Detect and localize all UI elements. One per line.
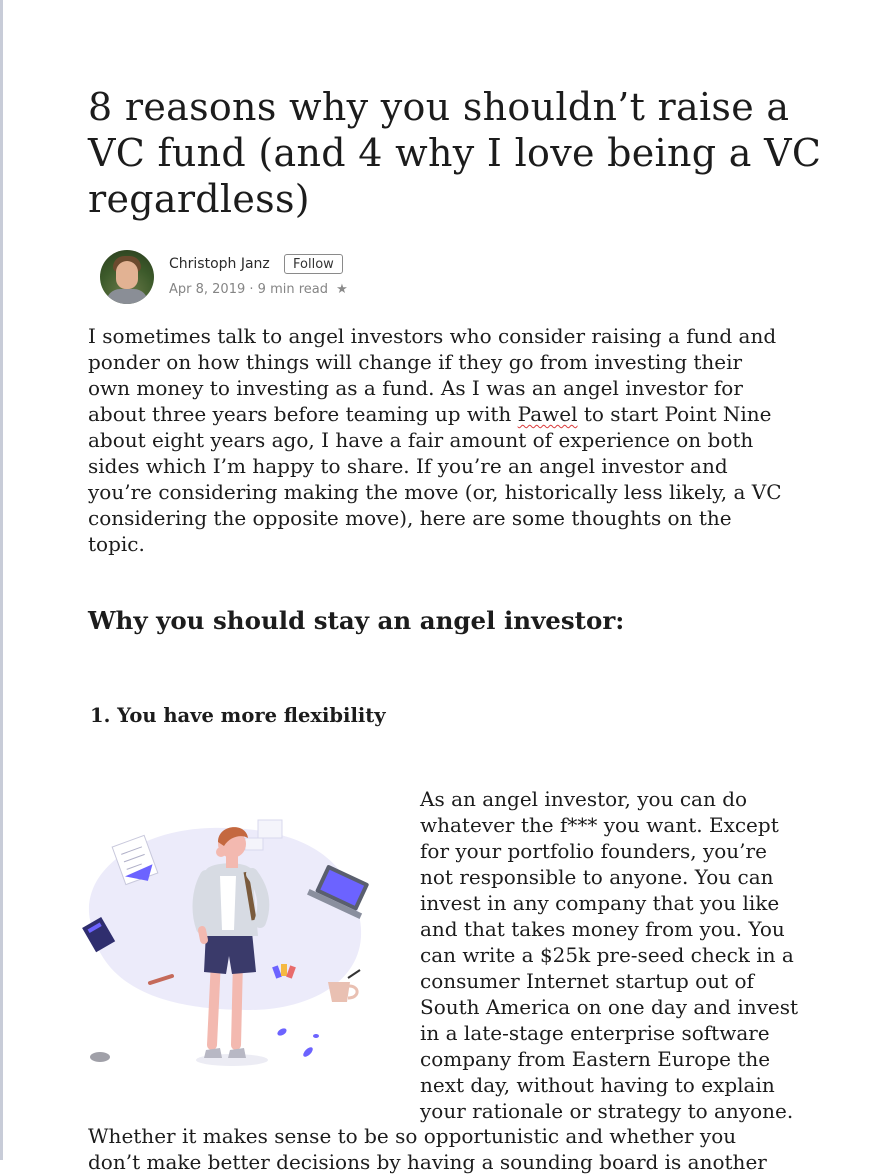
title-line: 8 reasons why you shouldn’t raise a (88, 85, 790, 129)
paragraph-line: sides which I’m happy to share. If you’re an angel investor and (88, 454, 728, 478)
text-segment: about three years before teaming up with (88, 402, 518, 426)
article-title (88, 84, 828, 222)
section-heading: Why you should stay an angel investor: (88, 606, 625, 635)
paragraph-line: next day, without having to explain (420, 1073, 775, 1097)
paragraph-line: about eight years ago, I have a fair amount of experience on both (88, 428, 754, 452)
text-segment: to start Point Nine (577, 402, 772, 426)
paragraph-line: consumer Internet startup out of (420, 969, 754, 993)
paragraph-line: in a late-stage enterprise software (420, 1021, 770, 1045)
paragraph-line: own money to investing as a fund. As I was an angel investor for (88, 376, 743, 400)
paragraph-line: for your portfolio founders, you’re (420, 839, 767, 863)
title-line: VC fund (and 4 why I love being a VC (88, 131, 822, 175)
author-avatar[interactable] (100, 250, 154, 304)
paragraph-line: don’t make better decisions by having a sounding board is another (88, 1150, 767, 1174)
subheading: 1. You have more flexibility (90, 704, 386, 727)
paragraph-line: you’re considering making the move (or, historically less likely, a VC (88, 480, 782, 504)
paragraph-line: ponder on how things will change if they go from investing their (88, 350, 743, 374)
paragraph-line: topic. (88, 532, 145, 556)
paragraph-line: your rationale or strategy to anyone. (420, 1099, 794, 1123)
follow-button[interactable]: Follow (284, 254, 343, 274)
paragraph-line: and that takes money from you. You (420, 917, 785, 941)
paragraph-line: whatever the f*** you want. Except (420, 813, 779, 837)
read-time: 9 min read (257, 282, 328, 297)
paragraph-line: company from Eastern Europe the (420, 1047, 771, 1071)
paragraph-line: As an angel investor, you can do (420, 787, 748, 811)
article-meta (169, 282, 348, 297)
author-byline (100, 250, 500, 306)
meta-separator: · (249, 282, 254, 297)
paragraph-line: South America on one day and invest (420, 995, 799, 1019)
title-line: regardless) (88, 177, 310, 221)
paragraph-line: invest in any company that you like (420, 891, 780, 915)
paragraph-line: Whether it makes sense to be so opportunistic and whether you (88, 1124, 737, 1148)
flexibility-paragraph (420, 786, 840, 1124)
publish-date: Apr 8, 2019 (169, 282, 246, 297)
misspelled-word[interactable]: Pawel (517, 402, 578, 426)
window-left-border (0, 0, 3, 1160)
paragraph-line (88, 401, 833, 427)
paragraph-line: not responsible to anyone. You can (420, 865, 774, 889)
author-name[interactable]: Christoph Janz (169, 256, 270, 272)
continuation-paragraph (88, 1123, 838, 1175)
paragraph-line: can write a $25k pre-seed check in a (420, 943, 794, 967)
star-icon[interactable]: ★ (336, 282, 348, 297)
paragraph-line: considering the opposite move), here are some thoughts on the (88, 506, 732, 530)
person-walking-illustration (60, 810, 380, 1080)
intro-paragraph (88, 323, 833, 557)
paragraph-line: I sometimes talk to angel investors who consider raising a fund and (88, 324, 777, 348)
